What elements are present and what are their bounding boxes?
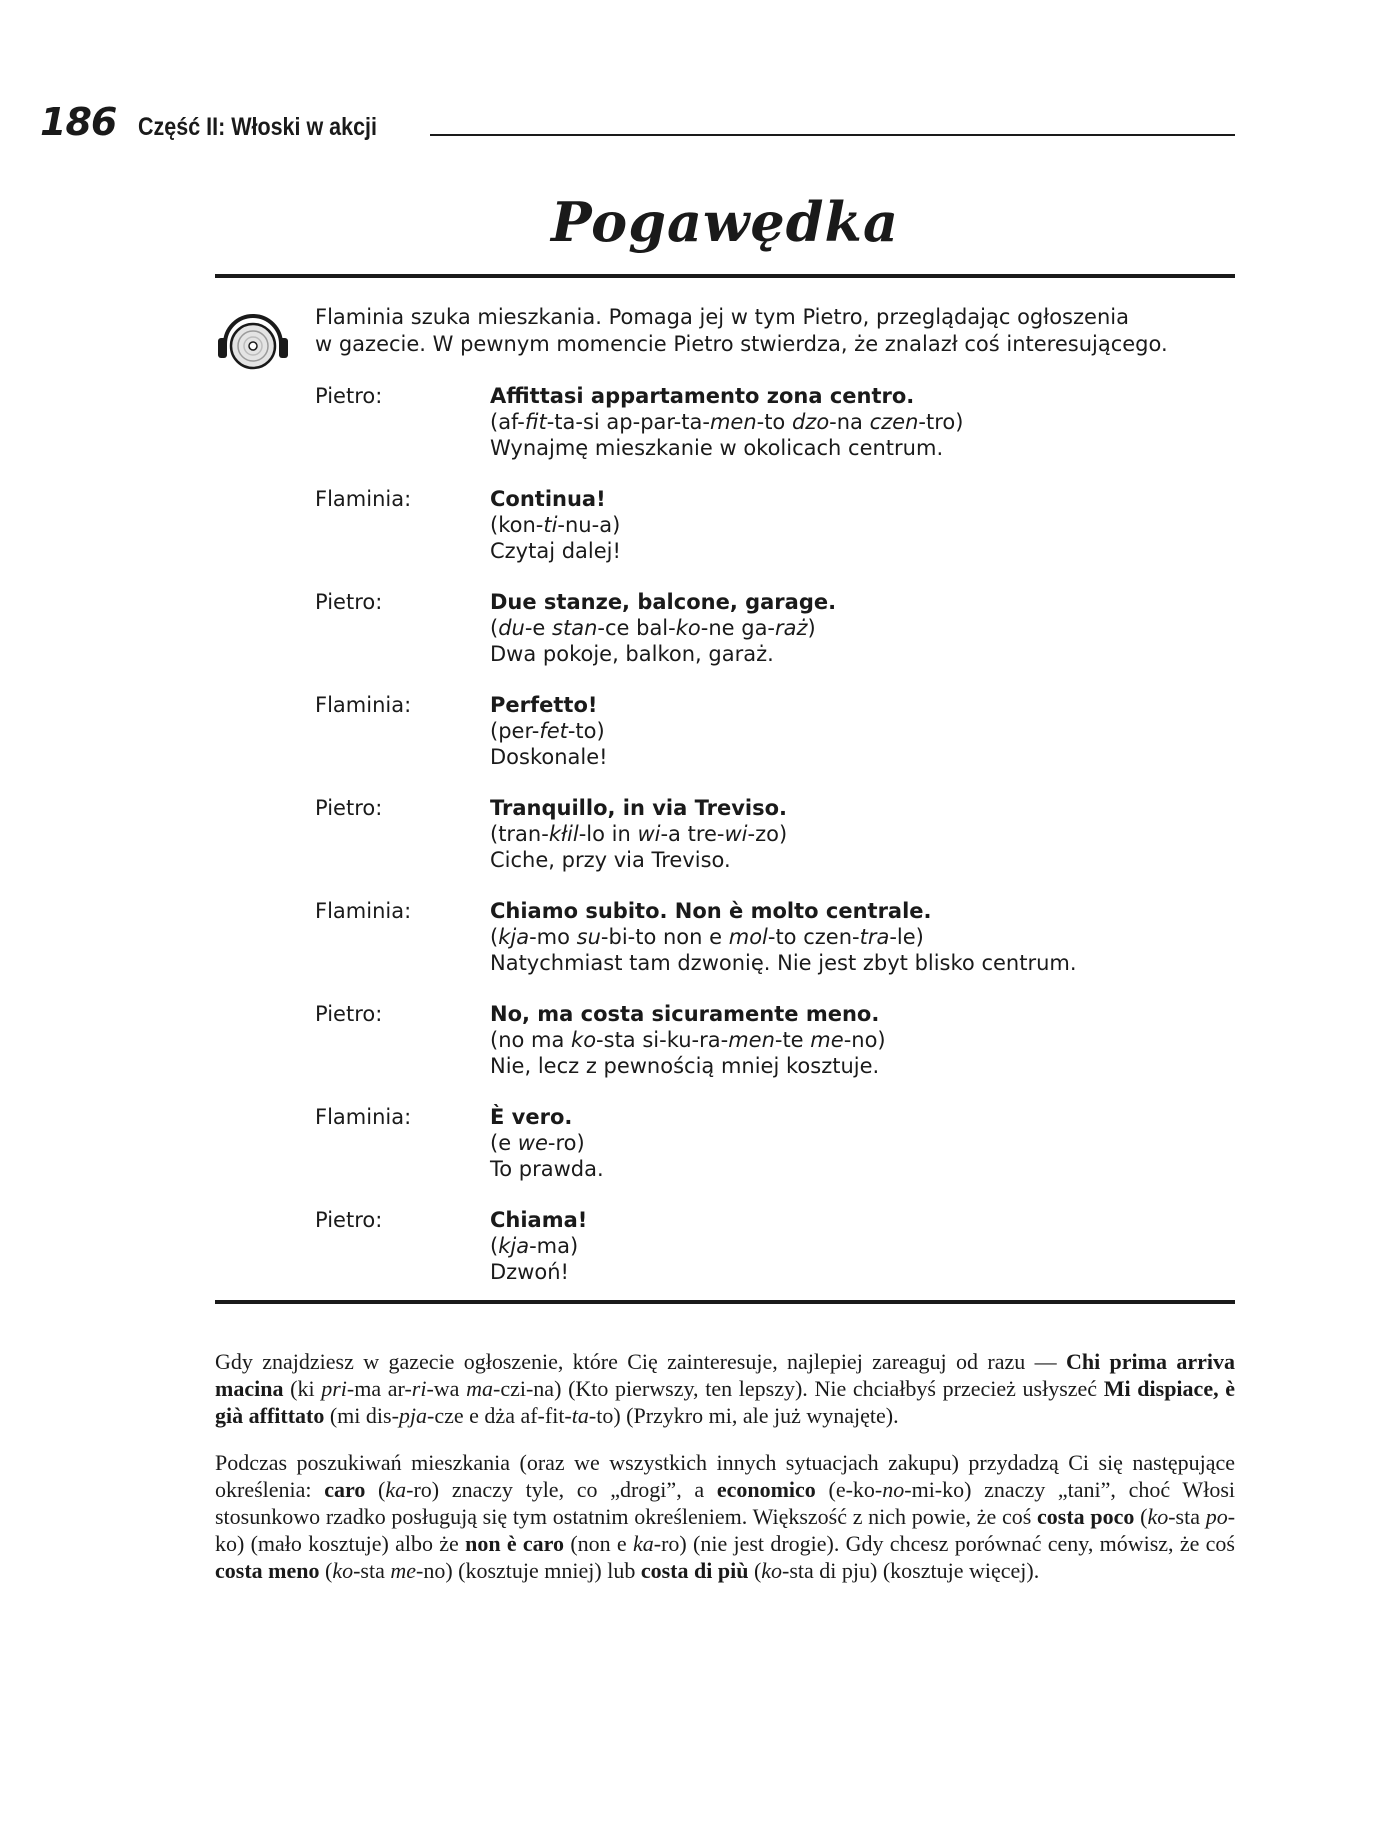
dialog-list (315, 383, 1235, 1310)
audio-cd-headphones-icon (215, 300, 291, 376)
pronunciation: (af-fit-ta-si ap-par-ta-men-to dzo-na czen-tro) (490, 410, 964, 434)
dialog-turn (315, 898, 1235, 1001)
body-paragraph: Podczas poszukiwań mieszkania (oraz we wszystkich innych sytuacjach zakupu) przydadzą Ci się następujące określenia: caro (ka-ro) znaczy tyle, co „drogi”, a economico (e-ko-no-mi-ko) znaczy „tani”, choć Włosi stosunkowo rzadko posługują się tym ostatnim określeniem. Większość z nich powie, że coś costa poco (ko-sta po-ko) (mało kosztuje) albo że non è caro (non e ka-ro) (nie jest drogie). Gdy chcesz porównać ceny, mówisz, że coś costa meno (ko-sta me-no) (kosztuje mniej) lub costa di più (ko-sta di pju) (kosztuje więcej). (215, 1450, 1236, 1583)
body-paragraph: Gdy znajdziesz w gazecie ogłoszenie, które Cię zainteresuje, najlepiej zareaguj od razu — Chi prima arriva macina (ki pri-ma ar-ri-wa ma-czi-na) (Kto pierwszy, ten lepszy). Nie chciałbyś przecież usłyszeć Mi dispiace, è già affittato (mi dis-pja-cze e dża af-fit-ta-to) (Przykro mi, ale już wynajęte). (215, 1349, 1236, 1428)
dialog-turn (315, 1207, 1235, 1310)
italian-phrase: Perfetto! (490, 693, 598, 717)
translation: Dwa pokoje, balkon, garaż. (490, 642, 774, 666)
dialog-turn (315, 486, 1235, 589)
header-rule (430, 134, 1235, 136)
italian-phrase: Tranquillo, in via Treviso. (490, 796, 788, 820)
dialog-lines (490, 589, 1235, 692)
pronunciation: (e we-ro) (490, 1131, 585, 1155)
speaker-label: Flaminia: (315, 487, 412, 511)
intro-line-2: w gazecie. W pewnym momencie Pietro stwierdza, że znalazł coś interesującego. (315, 332, 1168, 356)
dialog-lines (490, 1001, 1235, 1104)
dialog-lines (490, 795, 1235, 898)
pronunciation: (no ma ko-sta si-ku-ra-men-te me-no) (490, 1028, 886, 1052)
italian-phrase: Affittasi appartamento zona centro. (490, 384, 915, 408)
dialog-lines (490, 692, 1235, 795)
translation: Ciche, przy via Treviso. (490, 848, 731, 872)
dialog-turn (315, 795, 1235, 898)
translation: Nie, lecz z pewnością mniej kosztuje. (490, 1054, 880, 1078)
dialog-turn (315, 1001, 1235, 1104)
page-header (40, 98, 1235, 142)
speaker-label: Flaminia: (315, 899, 412, 923)
italian-phrase: Chiamo subito. Non è molto centrale. (490, 899, 932, 923)
speaker-label: Pietro: (315, 590, 383, 614)
speaker-label: Pietro: (315, 1208, 383, 1232)
dialog-lines (490, 486, 1235, 589)
italian-phrase: Due stanze, balcone, garage. (490, 590, 837, 614)
dialog-bottom-rule (215, 1300, 1235, 1304)
translation: Natychmiast tam dzwonię. Nie jest zbyt blisko centrum. (490, 951, 1077, 975)
pronunciation: (tran-kłil-lo in wi-a tre-wi-zo) (490, 822, 788, 846)
dialog-turn (315, 692, 1235, 795)
dialog-intro (315, 304, 1235, 358)
dialog-turn (315, 589, 1235, 692)
speaker-label: Pietro: (315, 384, 383, 408)
translation: To prawda. (490, 1157, 604, 1181)
pronunciation: (per-fet-to) (490, 719, 605, 743)
translation: Czytaj dalej! (490, 539, 621, 563)
pronunciation: (kja-ma) (490, 1234, 579, 1258)
translation: Wynajmę mieszkanie w okolicach centrum. (490, 436, 944, 460)
dialog-lines (490, 383, 1235, 486)
dialog-lines (490, 1207, 1235, 1310)
italian-phrase: È vero. (490, 1105, 573, 1129)
translation: Doskonale! (490, 745, 608, 769)
speaker-label: Pietro: (315, 1002, 383, 1026)
dialog-turn (315, 383, 1235, 486)
speaker-label: Flaminia: (315, 693, 412, 717)
pronunciation: (kon-ti-nu-a) (490, 513, 621, 537)
body-text (215, 1348, 1235, 1604)
speaker-label: Flaminia: (315, 1105, 412, 1129)
pronunciation: (kja-mo su-bi-to non e mol-to czen-tra-le) (490, 925, 924, 949)
translation: Dzwoń! (490, 1260, 569, 1284)
part-title: Część II: Włoski w akcji (138, 113, 378, 141)
pronunciation: (du-e stan-ce bal-ko-ne ga-raż) (490, 616, 816, 640)
dialog-turn (315, 1104, 1235, 1207)
italian-phrase: Chiama! (490, 1208, 588, 1232)
italian-phrase: Continua! (490, 487, 606, 511)
speaker-label: Pietro: (315, 796, 383, 820)
intro-line-1: Flaminia szuka mieszkania. Pomaga jej w tym Pietro, przeglądając ogłoszenia (315, 305, 1129, 329)
dialog-top-rule (215, 274, 1235, 278)
dialog-lines (490, 898, 1235, 1001)
section-title: Pogawędka (551, 190, 899, 254)
page-number: 186 (40, 100, 117, 144)
dialog-lines (490, 1104, 1235, 1207)
italian-phrase: No, ma costa sicuramente meno. (490, 1002, 880, 1026)
